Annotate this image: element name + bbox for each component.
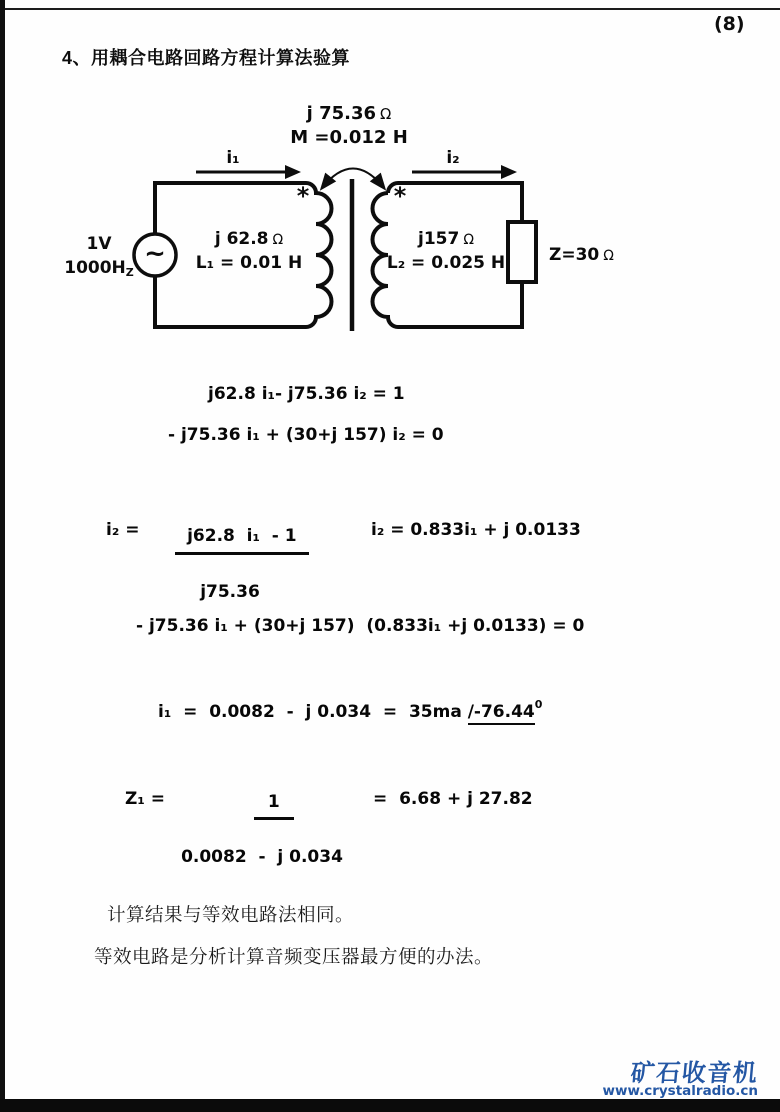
i1-solution-main: i₁ = 0.0082 - j 0.034 = 35ma <box>158 702 468 722</box>
source-label <box>51 232 147 285</box>
secondary-reactance-value: j157 <box>418 229 460 249</box>
i1-solution-degree-sup: 0 <box>534 698 543 711</box>
source-frequency-value: 1000H <box>64 258 126 278</box>
loop-equation-1: j62.8 i₁- j75.36 i₂ = 1 <box>208 384 405 404</box>
conclusion-line-2: 等效电路是分析计算音频变压器最方便的办法。 <box>94 948 494 968</box>
loop-equation-2: - j75.36 i₁ + (30+j 157) i₂ = 0 <box>168 425 444 445</box>
load-value: Z=30 <box>549 245 600 265</box>
i1-solution <box>158 698 543 725</box>
page-number: (8) <box>714 13 745 35</box>
z1-fraction <box>175 772 349 907</box>
ohm-symbol: Ω <box>463 232 474 248</box>
i2-arrowhead <box>501 165 517 179</box>
watermark-brand: 矿石收音机 <box>629 1059 760 1087</box>
secondary-reactance-label <box>418 229 474 249</box>
i2-result: i₂ = 0.833i₁ + j 0.0133 <box>371 520 581 540</box>
primary-inductance-label: L₁ = 0.01 H <box>195 253 303 273</box>
mutual-inductance-label: M =0.012 H <box>290 127 408 148</box>
load-label <box>549 245 614 265</box>
section-title: 4、用耦合电路回路方程计算法验算 <box>62 48 351 68</box>
primary-reactance-value: j 62.8 <box>214 229 269 249</box>
i1-solution-angle: /-76.44 <box>468 702 535 725</box>
substituted-equation: - j75.36 i₁ + (30+j 157) (0.833i₁ +j 0.0133) = 0 <box>136 616 585 636</box>
conclusion-line-1: 计算结果与等效电路法相同。 <box>107 906 355 926</box>
source-frequency-sub: Z <box>125 266 134 279</box>
primary-polarity-dot: * <box>296 182 310 210</box>
load-resistor <box>508 222 536 282</box>
mutual-reactance-value: j 75.36 <box>306 103 377 124</box>
secondary-inductance-label: L₂ = 0.025 H <box>386 253 506 273</box>
mutual-reactance-label <box>307 103 392 124</box>
i1-arrowhead <box>285 165 301 179</box>
watermark-url: www.crystalradio.cn <box>602 1083 758 1099</box>
z1-lhs: Z₁ = <box>125 789 165 809</box>
ohm-symbol: Ω <box>603 248 614 264</box>
primary-reactance-label <box>215 229 283 249</box>
page-left-border <box>0 0 5 1112</box>
i2-label: i₂ <box>446 148 460 168</box>
page-top-border <box>5 8 780 10</box>
i2-solve-lhs: i₂ = <box>106 520 140 540</box>
ohm-symbol: Ω <box>380 106 392 123</box>
z1-result: = 6.68 + j 27.82 <box>373 789 533 809</box>
secondary-loop-wire-top <box>388 183 522 222</box>
i1-label: i₁ <box>226 148 240 168</box>
source-voltage: 1V <box>86 234 112 254</box>
i2-fraction-denominator: j75.36 <box>200 582 260 602</box>
i2-fraction-numerator: j62.8 i₁ - 1 <box>175 526 309 555</box>
secondary-polarity-dot: * <box>393 182 407 210</box>
ac-source-symbol: ~ <box>144 239 166 269</box>
source-frequency <box>51 256 147 285</box>
page-bottom-bar <box>0 1099 780 1112</box>
z1-fraction-denominator: 0.0082 - j 0.034 <box>181 847 343 867</box>
z1-fraction-numerator: 1 <box>254 792 294 820</box>
ohm-symbol: Ω <box>272 232 284 248</box>
